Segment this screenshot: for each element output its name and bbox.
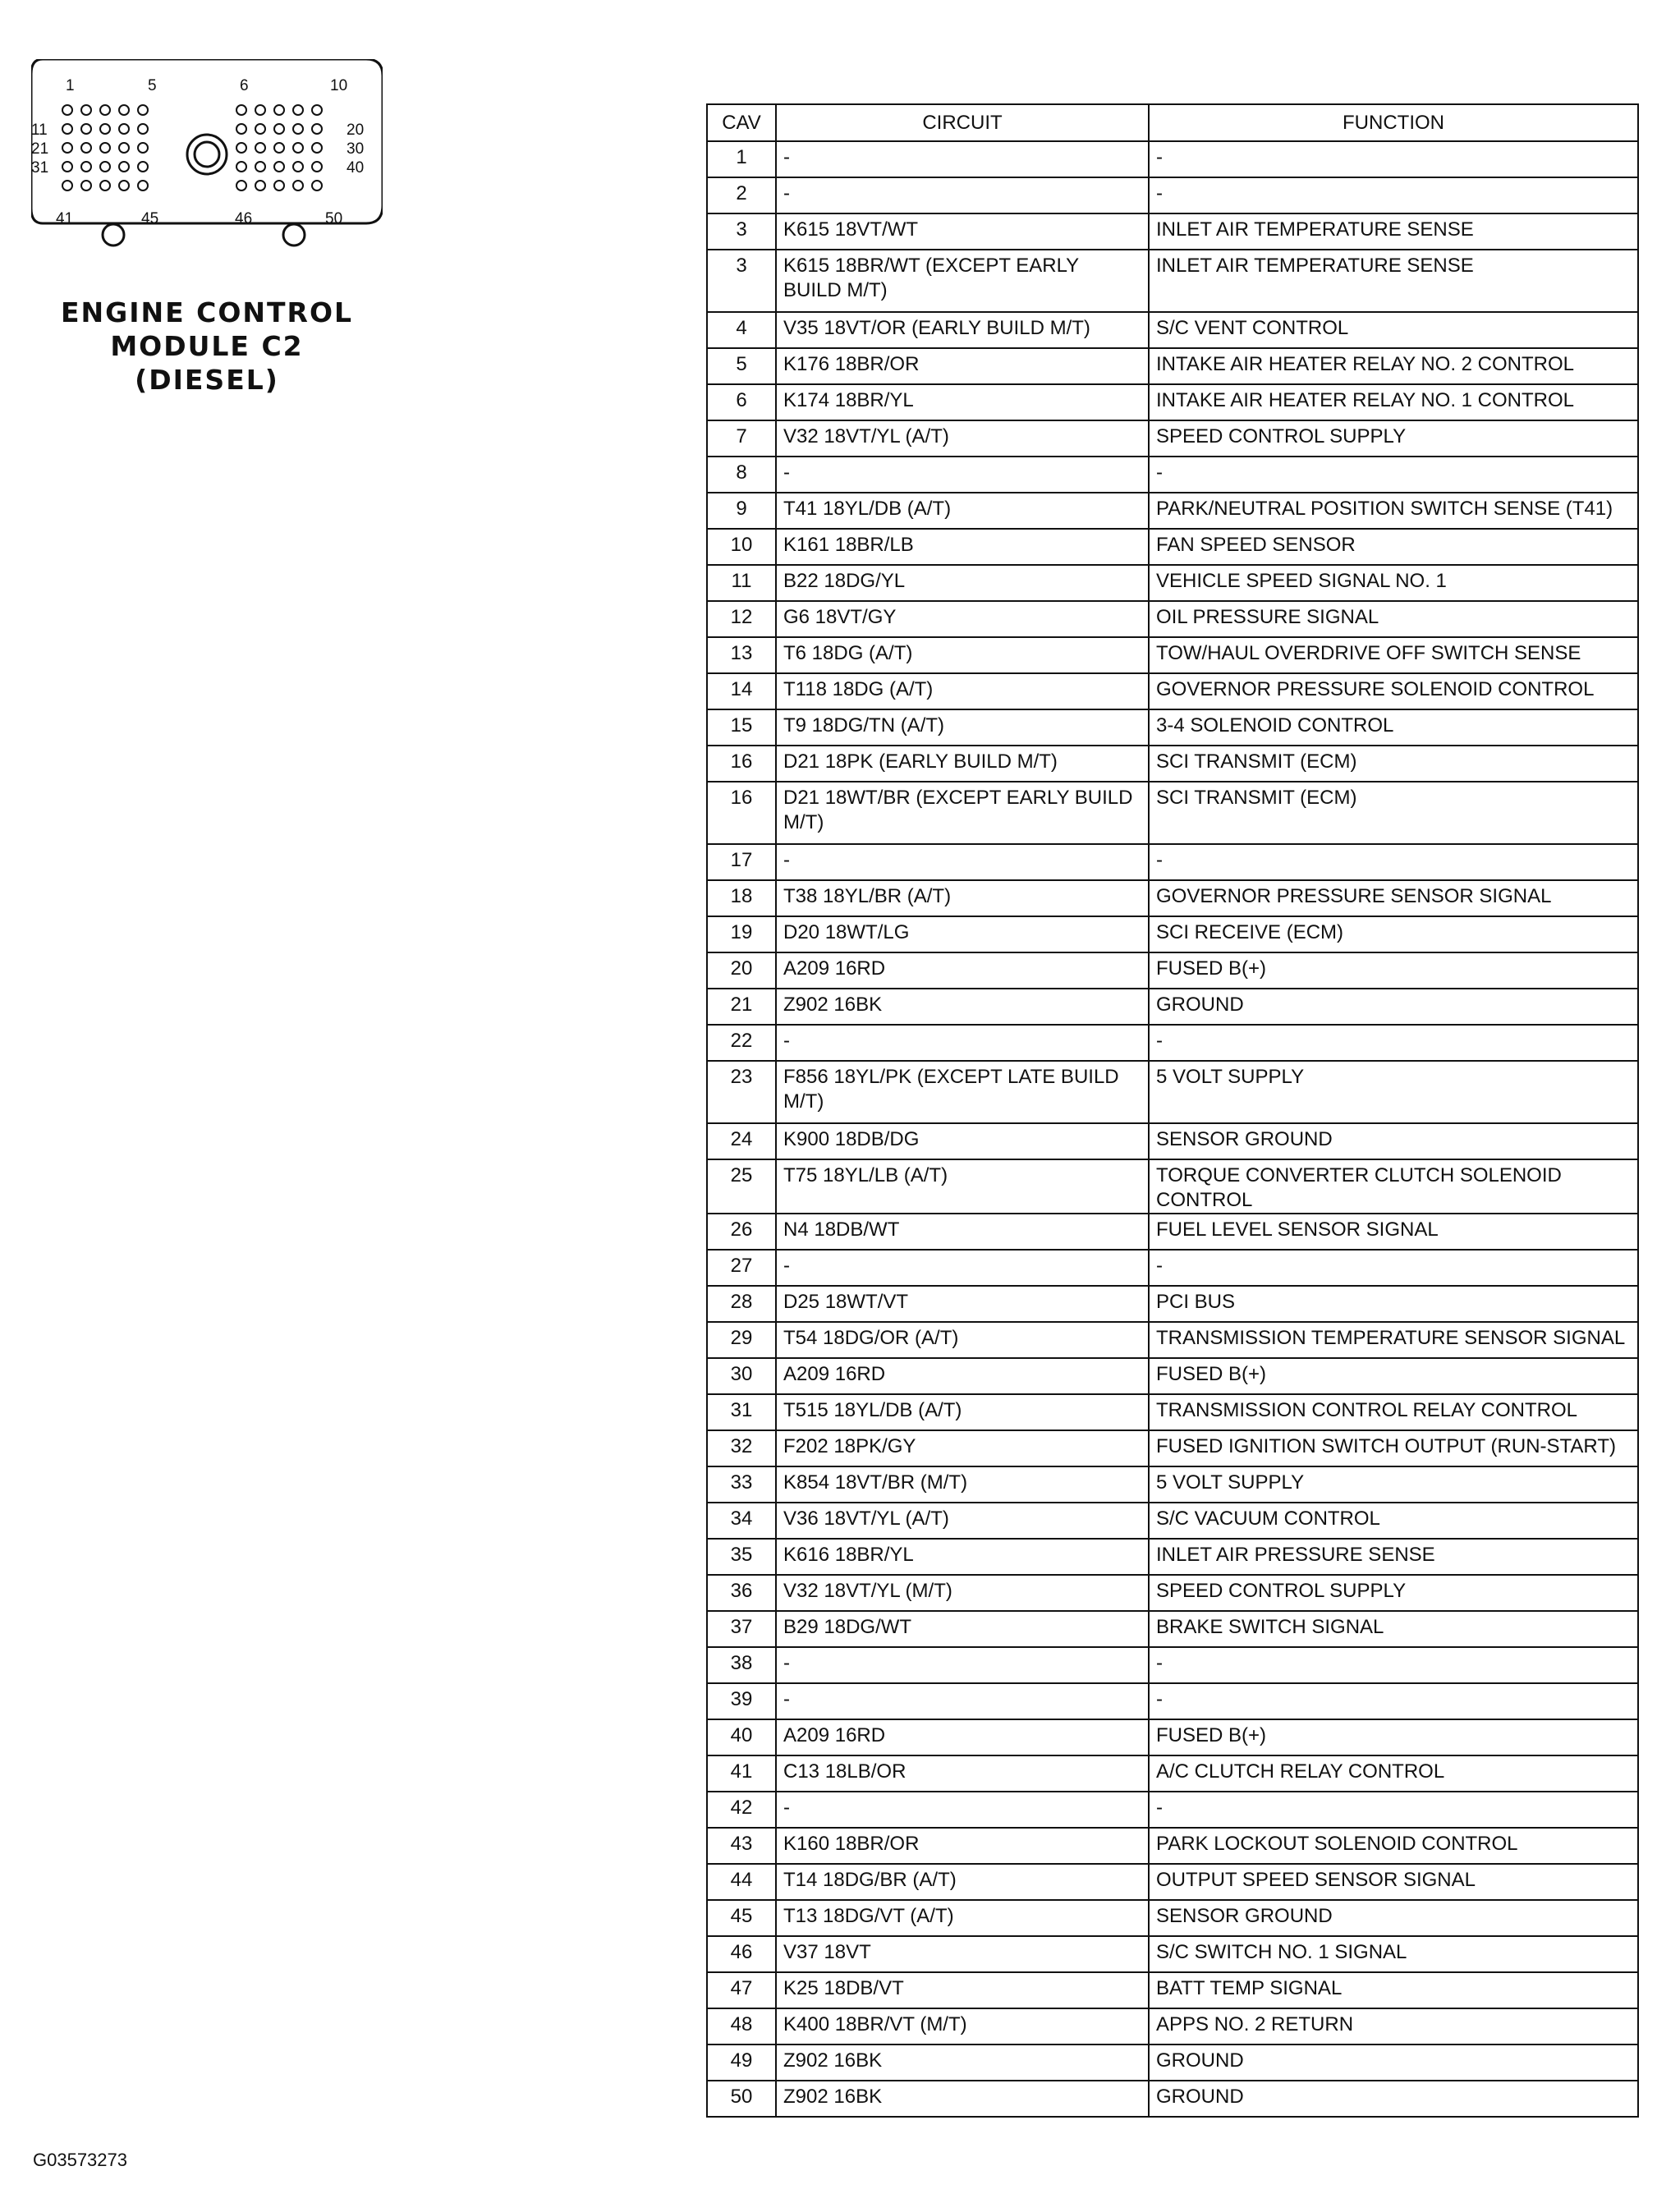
cav-cell: 36	[707, 1575, 776, 1611]
cav-cell: 32	[707, 1430, 776, 1466]
circuit-cell: T14 18DG/BR (A/T)	[776, 1864, 1149, 1900]
connector-pin	[274, 143, 284, 153]
pin-label-45: 45	[141, 210, 159, 227]
table-row	[707, 1250, 1638, 1286]
table-row	[707, 1683, 1638, 1719]
table-row	[707, 565, 1638, 601]
connector-pin	[138, 124, 148, 134]
pin-label-50: 50	[325, 210, 343, 227]
connector-pin	[138, 143, 148, 153]
cav-cell: 47	[707, 1972, 776, 2008]
connector-pin	[236, 105, 246, 115]
circuit-cell: D21 18PK (EARLY BUILD M/T)	[776, 746, 1149, 782]
connector-pin	[100, 105, 110, 115]
function-cell: GROUND	[1149, 2081, 1638, 2117]
connector-tab-left	[103, 224, 124, 246]
cav-cell: 39	[707, 1683, 776, 1719]
function-cell: OUTPUT SPEED SENSOR SIGNAL	[1149, 1864, 1638, 1900]
circuit-cell: -	[776, 1792, 1149, 1828]
table-row	[707, 1864, 1638, 1900]
table-row	[707, 1358, 1638, 1394]
circuit-cell: -	[776, 1683, 1149, 1719]
cav-cell: 3	[707, 250, 776, 312]
function-cell: GOVERNOR PRESSURE SOLENOID CONTROL	[1149, 673, 1638, 709]
connector-pin	[293, 105, 303, 115]
pin-label-5: 5	[148, 77, 157, 94]
function-cell: INLET AIR PRESSURE SENSE	[1149, 1539, 1638, 1575]
circuit-cell: D20 18WT/LG	[776, 916, 1149, 952]
cav-cell: 29	[707, 1322, 776, 1358]
table-row	[707, 1159, 1638, 1214]
circuit-cell: T75 18YL/LB (A/T)	[776, 1159, 1149, 1214]
function-cell: BATT TEMP SIGNAL	[1149, 1972, 1638, 2008]
cav-cell: 2	[707, 177, 776, 213]
function-cell: TRANSMISSION TEMPERATURE SENSOR SIGNAL	[1149, 1322, 1638, 1358]
connector-pin	[119, 143, 129, 153]
connector-pin	[119, 162, 129, 172]
connector-pin	[236, 181, 246, 190]
circuit-cell: A209 16RD	[776, 1719, 1149, 1755]
function-cell: 3-4 SOLENOID CONTROL	[1149, 709, 1638, 746]
circuit-cell: A209 16RD	[776, 1358, 1149, 1394]
table-row	[707, 2081, 1638, 2117]
cav-cell: 7	[707, 420, 776, 457]
connector-pin	[293, 181, 303, 190]
function-cell: -	[1149, 1683, 1638, 1719]
cav-cell: 13	[707, 637, 776, 673]
cav-cell: 15	[707, 709, 776, 746]
cav-cell: 26	[707, 1214, 776, 1250]
function-cell: TOW/HAUL OVERDRIVE OFF SWITCH SENSE	[1149, 637, 1638, 673]
table-row	[707, 1900, 1638, 1936]
table-row	[707, 1792, 1638, 1828]
figure-id: G03573273	[33, 2150, 127, 2170]
connector-pin	[312, 143, 322, 153]
circuit-cell: -	[776, 457, 1149, 493]
connector-pin	[255, 124, 265, 134]
pin-label-10: 10	[330, 77, 348, 94]
cav-cell: 49	[707, 2044, 776, 2081]
table-row	[707, 1647, 1638, 1683]
pin-label-6: 6	[240, 77, 249, 94]
table-row	[707, 673, 1638, 709]
connector-pin	[255, 143, 265, 153]
function-cell: FUSED B(+)	[1149, 1719, 1638, 1755]
table-row	[707, 529, 1638, 565]
circuit-cell: K160 18BR/OR	[776, 1828, 1149, 1864]
table-row	[707, 1123, 1638, 1159]
table-row	[707, 420, 1638, 457]
connector-pin	[255, 181, 265, 190]
circuit-cell: V35 18VT/OR (EARLY BUILD M/T)	[776, 312, 1149, 348]
cav-cell: 46	[707, 1936, 776, 1972]
connector-center-bolt-inner	[195, 142, 219, 167]
circuit-cell: Z902 16BK	[776, 2044, 1149, 2081]
circuit-cell: K854 18VT/BR (M/T)	[776, 1466, 1149, 1503]
function-cell: SENSOR GROUND	[1149, 1123, 1638, 1159]
function-cell: TORQUE CONVERTER CLUTCH SOLENOID CONTROL	[1149, 1159, 1638, 1214]
table-row	[707, 457, 1638, 493]
circuit-cell: N4 18DB/WT	[776, 1214, 1149, 1250]
cav-cell: 38	[707, 1647, 776, 1683]
pin-label-30: 30	[347, 140, 365, 158]
table-row	[707, 1719, 1638, 1755]
pin-label-46: 46	[235, 210, 253, 227]
cav-cell: 21	[707, 989, 776, 1025]
function-cell: INLET AIR TEMPERATURE SENSE	[1149, 250, 1638, 312]
function-cell: S/C VACUUM CONTROL	[1149, 1503, 1638, 1539]
cav-cell: 23	[707, 1061, 776, 1123]
cav-cell: 22	[707, 1025, 776, 1061]
circuit-cell: V36 18VT/YL (A/T)	[776, 1503, 1149, 1539]
table-row	[707, 1972, 1638, 2008]
function-cell: APPS NO. 2 RETURN	[1149, 2008, 1638, 2044]
circuit-cell: -	[776, 1250, 1149, 1286]
function-cell: S/C SWITCH NO. 1 SIGNAL	[1149, 1936, 1638, 1972]
pin-label-21: 21	[31, 140, 49, 158]
function-cell: INTAKE AIR HEATER RELAY NO. 1 CONTROL	[1149, 384, 1638, 420]
connector-pin	[100, 181, 110, 190]
table-row	[707, 141, 1638, 177]
circuit-cell: -	[776, 141, 1149, 177]
pin-table	[706, 103, 1639, 2118]
table-row	[707, 1322, 1638, 1358]
connector-pins	[62, 105, 322, 190]
connector-pin	[293, 162, 303, 172]
cav-cell: 3	[707, 213, 776, 250]
function-cell: TRANSMISSION CONTROL RELAY CONTROL	[1149, 1394, 1638, 1430]
circuit-cell: D21 18WT/BR (EXCEPT EARLY BUILD M/T)	[776, 782, 1149, 844]
connector-pin	[274, 105, 284, 115]
cav-cell: 18	[707, 880, 776, 916]
circuit-cell: B29 18DG/WT	[776, 1611, 1149, 1647]
circuit-cell: T38 18YL/BR (A/T)	[776, 880, 1149, 916]
pin-label-11: 11	[31, 122, 48, 139]
table-row	[707, 250, 1638, 312]
cav-cell: 31	[707, 1394, 776, 1430]
table-row	[707, 880, 1638, 916]
connector-pin	[274, 162, 284, 172]
cav-cell: 17	[707, 844, 776, 880]
circuit-cell: K174 18BR/YL	[776, 384, 1149, 420]
cav-cell: 34	[707, 1503, 776, 1539]
function-cell: PARK/NEUTRAL POSITION SWITCH SENSE (T41)	[1149, 493, 1638, 529]
cav-cell: 16	[707, 782, 776, 844]
circuit-cell: K615 18VT/WT	[776, 213, 1149, 250]
connector-diagram	[31, 59, 383, 256]
table-row	[707, 1828, 1638, 1864]
connector-pin	[119, 124, 129, 134]
circuit-cell: K176 18BR/OR	[776, 348, 1149, 384]
connector-pin	[100, 124, 110, 134]
table-row	[707, 1214, 1638, 1250]
connector-pin	[138, 162, 148, 172]
circuit-cell: -	[776, 1647, 1149, 1683]
table-row	[707, 746, 1638, 782]
cav-cell: 40	[707, 1719, 776, 1755]
cav-cell: 27	[707, 1250, 776, 1286]
table-row	[707, 348, 1638, 384]
function-cell: INTAKE AIR HEATER RELAY NO. 2 CONTROL	[1149, 348, 1638, 384]
connector-pin	[62, 143, 72, 153]
function-cell: GOVERNOR PRESSURE SENSOR SIGNAL	[1149, 880, 1638, 916]
function-cell: SENSOR GROUND	[1149, 1900, 1638, 1936]
table-row	[707, 1286, 1638, 1322]
function-cell: FUSED B(+)	[1149, 1358, 1638, 1394]
circuit-cell: B22 18DG/YL	[776, 565, 1149, 601]
cav-cell: 28	[707, 1286, 776, 1322]
connector-pin	[293, 124, 303, 134]
circuit-cell: G6 18VT/GY	[776, 601, 1149, 637]
cav-cell: 5	[707, 348, 776, 384]
circuit-cell: T9 18DG/TN (A/T)	[776, 709, 1149, 746]
table-row	[707, 213, 1638, 250]
connector-pin	[62, 162, 72, 172]
connector-pin	[119, 181, 129, 190]
function-cell: VEHICLE SPEED SIGNAL NO. 1	[1149, 565, 1638, 601]
cav-cell: 44	[707, 1864, 776, 1900]
function-cell: -	[1149, 457, 1638, 493]
connector-tab-right	[283, 224, 305, 246]
cav-cell: 16	[707, 746, 776, 782]
connector-pin	[274, 124, 284, 134]
connector-pin	[236, 124, 246, 134]
circuit-cell: D25 18WT/VT	[776, 1286, 1149, 1322]
function-cell: FUSED B(+)	[1149, 952, 1638, 989]
cav-cell: 8	[707, 457, 776, 493]
function-cell: FUEL LEVEL SENSOR SIGNAL	[1149, 1214, 1638, 1250]
table-row	[707, 384, 1638, 420]
pin-label-1: 1	[66, 77, 75, 94]
cav-cell: 20	[707, 952, 776, 989]
circuit-cell: A209 16RD	[776, 952, 1149, 989]
connector-pin	[81, 181, 91, 190]
function-cell: PCI BUS	[1149, 1286, 1638, 1322]
table-row	[707, 1025, 1638, 1061]
function-cell: FUSED IGNITION SWITCH OUTPUT (RUN-START)	[1149, 1430, 1638, 1466]
table-row	[707, 782, 1638, 844]
connector-pin	[236, 143, 246, 153]
cav-cell: 12	[707, 601, 776, 637]
table-row	[707, 1755, 1638, 1792]
cav-cell: 14	[707, 673, 776, 709]
pin-label-20: 20	[347, 122, 365, 139]
table-row	[707, 709, 1638, 746]
circuit-cell: T515 18YL/DB (A/T)	[776, 1394, 1149, 1430]
table-row	[707, 601, 1638, 637]
cav-cell: 35	[707, 1539, 776, 1575]
function-cell: S/C VENT CONTROL	[1149, 312, 1638, 348]
circuit-cell: V37 18VT	[776, 1936, 1149, 1972]
table-header-row	[707, 104, 1638, 141]
connector-pin	[100, 143, 110, 153]
table-row	[707, 916, 1638, 952]
cav-cell: 37	[707, 1611, 776, 1647]
cav-cell: 48	[707, 2008, 776, 2044]
table-body	[707, 141, 1638, 2117]
connector-pin	[62, 181, 72, 190]
function-cell: -	[1149, 1025, 1638, 1061]
connector-pin	[312, 105, 322, 115]
function-cell: GROUND	[1149, 2044, 1638, 2081]
connector-pin	[312, 124, 322, 134]
cav-cell: 6	[707, 384, 776, 420]
cav-cell: 9	[707, 493, 776, 529]
circuit-cell: K616 18BR/YL	[776, 1539, 1149, 1575]
function-cell: INLET AIR TEMPERATURE SENSE	[1149, 213, 1638, 250]
table-row	[707, 312, 1638, 348]
circuit-cell: Z902 16BK	[776, 2081, 1149, 2117]
function-cell: FAN SPEED SENSOR	[1149, 529, 1638, 565]
function-cell: -	[1149, 1792, 1638, 1828]
cav-cell: 1	[707, 141, 776, 177]
cav-cell: 33	[707, 1466, 776, 1503]
table-row	[707, 1061, 1638, 1123]
circuit-cell: K615 18BR/WT (EXCEPT EARLY BUILD M/T)	[776, 250, 1149, 312]
connector-pin	[81, 143, 91, 153]
table-row	[707, 989, 1638, 1025]
pin-label-31: 31	[31, 159, 49, 177]
connector-pin	[138, 105, 148, 115]
function-cell: 5 VOLT SUPPLY	[1149, 1061, 1638, 1123]
connector-pin	[81, 105, 91, 115]
table-row	[707, 1539, 1638, 1575]
connector-pin	[119, 105, 129, 115]
cav-cell: 50	[707, 2081, 776, 2117]
header-function: FUNCTION	[1149, 104, 1638, 141]
table-row	[707, 952, 1638, 989]
pin-label-41: 41	[56, 210, 74, 227]
connector-pin	[81, 162, 91, 172]
circuit-cell: V32 18VT/YL (A/T)	[776, 420, 1149, 457]
connector-pin	[293, 143, 303, 153]
circuit-cell: T13 18DG/VT (A/T)	[776, 1900, 1149, 1936]
function-cell: PARK LOCKOUT SOLENOID CONTROL	[1149, 1828, 1638, 1864]
circuit-cell: Z902 16BK	[776, 989, 1149, 1025]
function-cell: SCI RECEIVE (ECM)	[1149, 916, 1638, 952]
cav-cell: 24	[707, 1123, 776, 1159]
circuit-cell: -	[776, 1025, 1149, 1061]
cav-cell: 43	[707, 1828, 776, 1864]
pin-label-40: 40	[347, 159, 365, 177]
circuit-cell: -	[776, 844, 1149, 880]
cav-cell: 41	[707, 1755, 776, 1792]
circuit-cell: K900 18DB/DG	[776, 1123, 1149, 1159]
circuit-cell: C13 18LB/OR	[776, 1755, 1149, 1792]
connector-pin	[138, 181, 148, 190]
cav-cell: 10	[707, 529, 776, 565]
function-cell: GROUND	[1149, 989, 1638, 1025]
table-row	[707, 2008, 1638, 2044]
table-row	[707, 1575, 1638, 1611]
function-cell: 5 VOLT SUPPLY	[1149, 1466, 1638, 1503]
table-row	[707, 177, 1638, 213]
table-row	[707, 1936, 1638, 1972]
cav-cell: 4	[707, 312, 776, 348]
connector-pin	[312, 181, 322, 190]
function-cell: -	[1149, 844, 1638, 880]
function-cell: SPEED CONTROL SUPPLY	[1149, 1575, 1638, 1611]
header-circuit: CIRCUIT	[776, 104, 1149, 141]
circuit-cell: F856 18YL/PK (EXCEPT LATE BUILD M/T)	[776, 1061, 1149, 1123]
cav-cell: 19	[707, 916, 776, 952]
function-cell: -	[1149, 177, 1638, 213]
table-row	[707, 1394, 1638, 1430]
connector-pin	[62, 124, 72, 134]
function-cell: SPEED CONTROL SUPPLY	[1149, 420, 1638, 457]
cav-cell: 11	[707, 565, 776, 601]
connector-pin	[81, 124, 91, 134]
function-cell: -	[1149, 141, 1638, 177]
connector-pin	[255, 105, 265, 115]
table-row	[707, 1503, 1638, 1539]
connector-pin	[312, 162, 322, 172]
circuit-cell: V32 18VT/YL (M/T)	[776, 1575, 1149, 1611]
table-row	[707, 1466, 1638, 1503]
connector-pin	[62, 105, 72, 115]
connector-pin	[255, 162, 265, 172]
cav-cell: 30	[707, 1358, 776, 1394]
table-row	[707, 1430, 1638, 1466]
circuit-cell: K25 18DB/VT	[776, 1972, 1149, 2008]
circuit-cell: T41 18YL/DB (A/T)	[776, 493, 1149, 529]
function-cell: SCI TRANSMIT (ECM)	[1149, 782, 1638, 844]
header-cav: CAV	[707, 104, 776, 141]
connector-pin	[100, 162, 110, 172]
connector-center-bolt-outer	[187, 135, 227, 174]
connector-title: ENGINE CONTROL MODULE C2 (DIESEL)	[60, 296, 354, 396]
circuit-cell: K161 18BR/LB	[776, 529, 1149, 565]
function-cell: OIL PRESSURE SIGNAL	[1149, 601, 1638, 637]
table-row	[707, 844, 1638, 880]
function-cell: BRAKE SWITCH SIGNAL	[1149, 1611, 1638, 1647]
table-row	[707, 637, 1638, 673]
cav-cell: 42	[707, 1792, 776, 1828]
connector-pin	[236, 162, 246, 172]
function-cell: -	[1149, 1647, 1638, 1683]
connector-pin	[274, 181, 284, 190]
circuit-cell: K400 18BR/VT (M/T)	[776, 2008, 1149, 2044]
table-row	[707, 2044, 1638, 2081]
circuit-cell: T54 18DG/OR (A/T)	[776, 1322, 1149, 1358]
table-row	[707, 1611, 1638, 1647]
function-cell: A/C CLUTCH RELAY CONTROL	[1149, 1755, 1638, 1792]
circuit-cell: -	[776, 177, 1149, 213]
cav-cell: 25	[707, 1159, 776, 1214]
circuit-cell: F202 18PK/GY	[776, 1430, 1149, 1466]
function-cell: SCI TRANSMIT (ECM)	[1149, 746, 1638, 782]
table-row	[707, 493, 1638, 529]
cav-cell: 45	[707, 1900, 776, 1936]
circuit-cell: T6 18DG (A/T)	[776, 637, 1149, 673]
circuit-cell: T118 18DG (A/T)	[776, 673, 1149, 709]
function-cell: -	[1149, 1250, 1638, 1286]
